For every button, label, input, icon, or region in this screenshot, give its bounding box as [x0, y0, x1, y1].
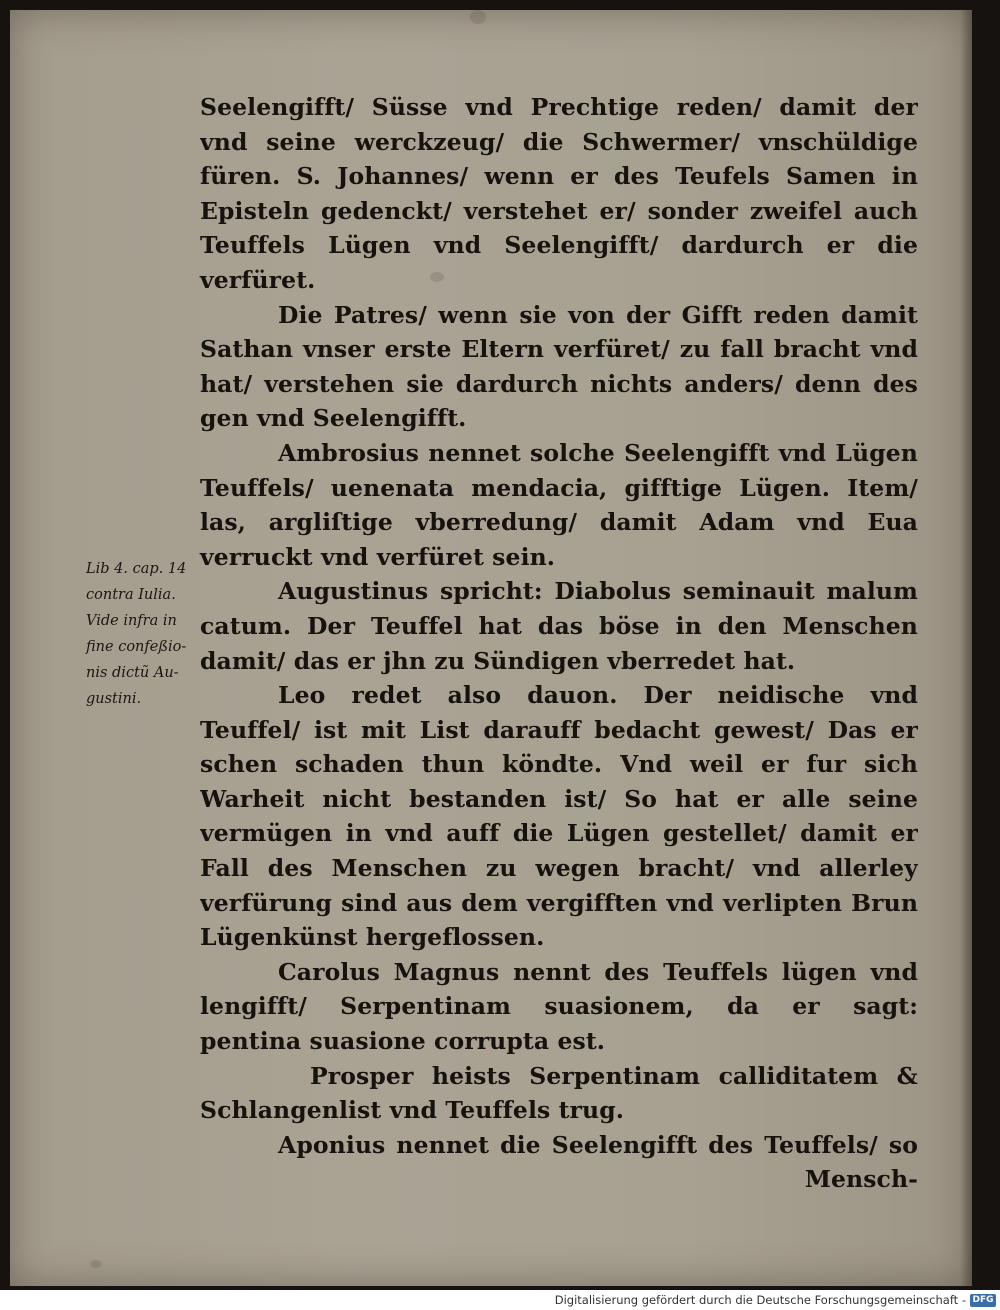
text-line: Lügenkünst hergeflossen. — [200, 923, 545, 952]
marginal-note-line: Lib 4. cap. 14 — [86, 561, 187, 577]
text-line: las, argliſtige vberredung/ damit Adam vnd Eua — [200, 508, 918, 537]
text-line: Warheit nicht bestanden ist/ So hat er alle seine — [200, 784, 918, 813]
text-line: Die Patres/ wenn sie von der Gifft reden damit — [278, 300, 918, 329]
text-line: schen schaden thun köndte. Vnd weil er fur sich — [200, 750, 918, 779]
marginal-note-line: nis dictũ Au- — [86, 665, 179, 681]
text-line: Episteln gedenckt/ verstehet er/ sonder zweifel auch — [200, 196, 918, 225]
text-line: gen vnd Seelengifft. — [200, 404, 467, 433]
text-line: lengifft/ Serpentinam suasionem, da er sagt: — [200, 992, 918, 1021]
text-line: Prosper heists Serpentinam calliditatem & — [310, 1061, 918, 1090]
text-line: Teuffels Lügen vnd Seelengifft/ dardurch er die — [200, 231, 918, 260]
main-text — [200, 90, 918, 1197]
text-line: Leo redet also dauon. Der neidische vnd — [278, 681, 918, 710]
text-line: Aponius nennet die Seelengifft des Teuffels/ so — [278, 1130, 918, 1159]
marginal-note-line: contra Iulia. — [86, 587, 176, 603]
text-line: verfüret. — [200, 265, 316, 294]
text-line: Schlangenlist vnd Teuffels trug. — [200, 1096, 625, 1125]
marginal-note — [86, 556, 204, 712]
footer-credit-text: Digitalisierung gefördert durch die Deutsche Forschungsgemeinschaft - — [554, 1293, 966, 1307]
page-edge-shadow — [960, 10, 972, 1286]
text-line: Teuffels/ uenenata mendacia, gifftige Lügen. Item/ — [200, 473, 918, 502]
marginal-note-line: gustini. — [86, 691, 142, 707]
ink-smudge — [470, 10, 486, 24]
marginal-note-line: Vide infra in — [86, 613, 177, 629]
text-line: Fall des Menschen zu wegen bracht/ vnd allerley — [200, 854, 918, 883]
text-line: damit/ das er jhn zu Sündigen vberredet hat. — [200, 646, 796, 675]
text-line: verfürung sind aus dem vergifften vnd verlipten Brun — [200, 888, 918, 917]
text-line: Sathan vnser erste Eltern verfüret/ zu fall bracht vnd — [200, 335, 918, 364]
catchword: Mensch- — [804, 1165, 918, 1194]
text-line: pentina suasione corrupta est. — [200, 1027, 606, 1056]
text-line: Teuffel/ ist mit List darauff bedacht gewest/ Das er — [200, 715, 918, 744]
text-line: hat/ verstehen sie dardurch nichts anders/ denn des — [200, 369, 918, 398]
text-line: Ambrosius nennet solche Seelengifft vnd Lügen — [278, 438, 918, 467]
marginal-note-line: fine confeßio- — [86, 639, 187, 655]
text-line: verruckt vnd verfüret sein. — [200, 542, 556, 571]
text-line: vermügen in vnd auff die Lügen gestellet/ damit er — [200, 819, 918, 848]
text-line: füren. S. Johannes/ wenn er des Teufels Samen in — [200, 162, 918, 191]
digitization-footer — [0, 1290, 1000, 1310]
text-line: catum. Der Teuffel hat das böse in den Menschen — [200, 611, 918, 640]
ink-smudge — [90, 1260, 102, 1268]
text-line: Seelengifft/ Süsse vnd Prechtige reden/ damit der — [200, 93, 918, 121]
text-line: vnd seine werckzeug/ die Schwermer/ vnschüldige — [200, 127, 918, 156]
text-line: Carolus Magnus nennt des Teuffels lügen vnd — [278, 957, 918, 986]
dfg-logo: DFG — [970, 1294, 996, 1307]
text-line: Augustinus spricht: Diabolus seminauit malum — [278, 577, 918, 606]
